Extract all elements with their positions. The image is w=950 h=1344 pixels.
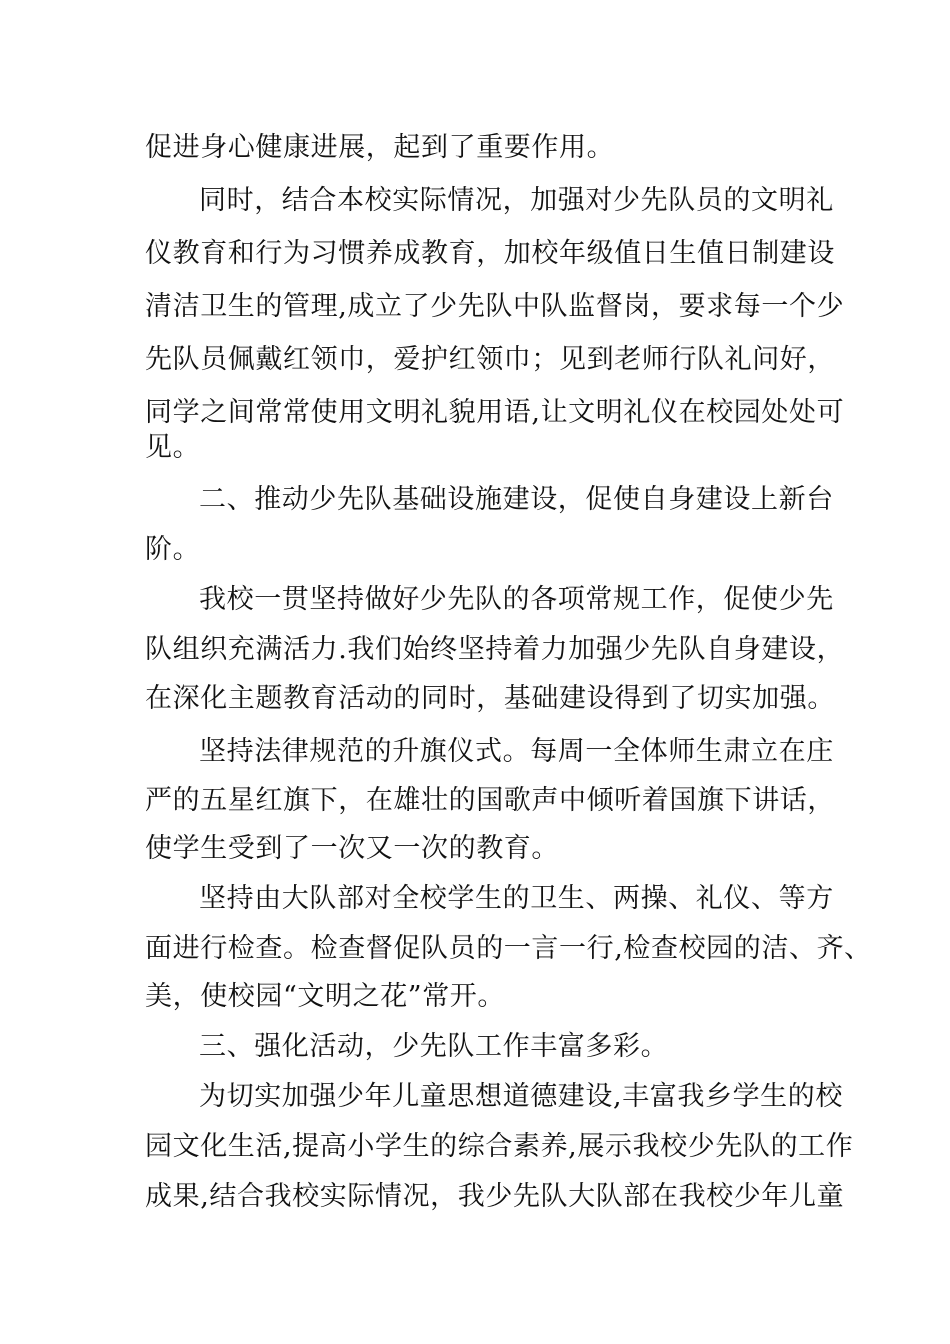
text-line: 使学生受到了一次又一次的教育。	[145, 833, 559, 864]
paragraph-first-line: 坚持由大队部对全校学生的卫生、两操、礼仪、等方	[199, 883, 834, 914]
text-line: 园文化生活,提高小学生的综合素养,展示我校少先队的工作	[145, 1131, 854, 1162]
text-line: 面进行检查。检查督促队员的一言一行,检查校园的洁、齐、	[145, 933, 872, 964]
paragraph-first-line: 我校一贯坚持做好少先队的各项常规工作，促使少先	[199, 584, 834, 615]
text-line: 队组织充满活力.我们始终坚持着力加强少先队自身建设，	[145, 634, 845, 665]
text-line: 清洁卫生的管理,成立了少先队中队监督岗，要求每一个少	[145, 291, 845, 322]
section-heading: 三、强化活动，少先队工作丰富多彩。	[199, 1031, 669, 1062]
text-line: 见。	[145, 432, 201, 463]
text-line: 仪教育和行为习惯养成教育，加校年级值日生值日制建设	[145, 238, 835, 269]
paragraph-first-line: 坚持法律规范的升旗仪式。每周一全体师生肃立在庄	[199, 736, 834, 767]
text-line: 严的五星红旗下，在雄壮的国歌声中倾听着国旗下讲话，	[145, 785, 835, 816]
paragraph-first-line: 为切实加强少年儿童思想道德建设,丰富我乡学生的校	[199, 1081, 843, 1112]
text-line: 促进身心健康进展，起到了重要作用。	[145, 132, 615, 163]
text-line: 先队员佩戴红领巾，爱护红领巾；见到老师行队礼问好，	[145, 344, 835, 375]
section-heading-continued: 阶。	[145, 534, 201, 565]
text-line: 同学之间常常使用文明礼貌用语,让文明礼仪在校园处处可	[145, 397, 845, 428]
text-line: 美，使校园“文明之花”常开。	[145, 981, 506, 1012]
text-line: 成果,结合我校实际情况，我少先队大队部在我校少年儿童	[145, 1181, 845, 1212]
paragraph-first-line: 同时，结合本校实际情况，加强对少先队员的文明礼	[199, 185, 834, 216]
text-line: 在深化主题教育活动的同时，基础建设得到了切实加强。	[145, 683, 835, 714]
section-heading: 二、推动少先队基础设施建设，促使自身建设上新台	[199, 484, 834, 515]
